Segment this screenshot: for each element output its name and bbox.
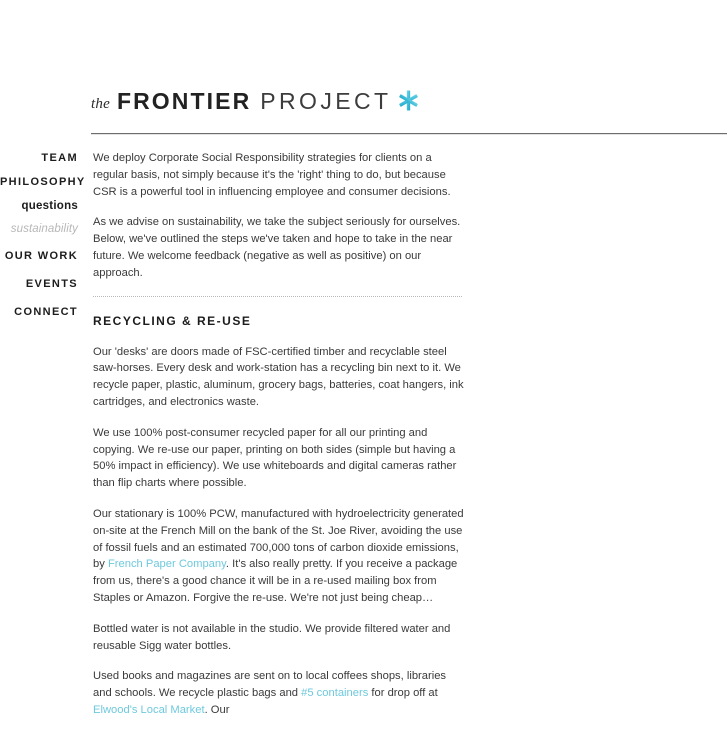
five-containers-link[interactable]: #5 containers: [301, 687, 369, 700]
logo-project-text: PROJECT: [260, 88, 392, 114]
section-divider: [93, 296, 462, 297]
french-paper-company-link[interactable]: French Paper Company: [107, 558, 226, 571]
site-header: [91, 88, 727, 122]
asterisk-icon: [398, 90, 419, 111]
site-logo[interactable]: [91, 88, 727, 122]
main-content: [93, 150, 465, 733]
section-paragraph-5: [93, 668, 465, 718]
sidebar-item-questions[interactable]: questions: [21, 200, 78, 212]
paragraph-3-text-after: . It's also really pretty. If you receive a package from us, there's a good chance it will be in a re-used mailing box from Staples or Amazon. Forgive the re-use. We're not just being cheap…: [93, 558, 458, 604]
paragraph-5-text-before: Used books and magazines are sent on to local coffees shops, libraries and schools. We recycle plastic bags and: [93, 670, 447, 700]
sidebar-item-philosophy[interactable]: PHILOSOPHY: [0, 176, 86, 188]
sidebar-item-our-work[interactable]: OUR WORK: [4, 250, 78, 262]
sidebar-item-team[interactable]: TEAM: [41, 152, 78, 164]
logo-frontier-text: FRONTIER: [116, 88, 252, 114]
logo-the-text: the: [91, 96, 110, 112]
sidebar-item-connect[interactable]: CONNECT: [14, 306, 78, 318]
sidebar-item-events[interactable]: EVENTS: [25, 278, 78, 290]
elwoods-local-market-link[interactable]: Elwood's Local Market: [93, 703, 205, 716]
header-divider: [91, 133, 727, 135]
sidebar-item-sustainability[interactable]: sustainability: [10, 223, 78, 235]
section-paragraph-1: Our 'desks' are doors made of FSC-certified timber and recyclable steel saw-horses. Every desk and work-station has a recycling bin next to it. We recycle paper, plastic, aluminum, grocery bags, batteries, coat hangers, ink cartridges, and electronics waste.: [93, 345, 464, 408]
paragraph-5-text-mid: for drop off at: [368, 687, 438, 700]
intro-paragraph-1: We deploy Corporate Social Responsibility strategies for clients on a regular basis, not simply because it's the 'right' thing to do, but because CSR is a powerful tool in influencing employee and consumer decisions.: [93, 152, 451, 198]
section-paragraph-3: [93, 506, 465, 607]
sidebar-nav: [0, 152, 86, 330]
paragraph-5-text-after: . Our: [204, 703, 230, 716]
paragraph-3-text-before: Our stationary is 100% PCW, manufactured with hydroelectricity generated on-site at the French Mill on the bank of the St. Joe River, avoiding the use of fossil fuels and an estimated 700,000 tons of carbon dioxide emissions, by: [93, 507, 464, 571]
section-paragraph-4: Bottled water is not available in the studio. We provide filtered water and reusable Sigg water bottles.: [93, 622, 451, 652]
intro-paragraph-2: As we advise on sustainability, we take the subject seriously for ourselves. Below, we've outlined the steps we've taken and hope to take in the near future. We welcome feedback (negative as well as positive) on our approach.: [93, 216, 461, 279]
section-paragraph-2: We use 100% post-consumer recycled paper for all our printing and copying. We re-use our paper, printing on both sides (simple but having a 50% impact in efficiency). We use whiteboards and digital cameras rather than flip charts where possible.: [93, 426, 457, 490]
page-title: RECYCLING & RE-USE: [93, 313, 252, 328]
